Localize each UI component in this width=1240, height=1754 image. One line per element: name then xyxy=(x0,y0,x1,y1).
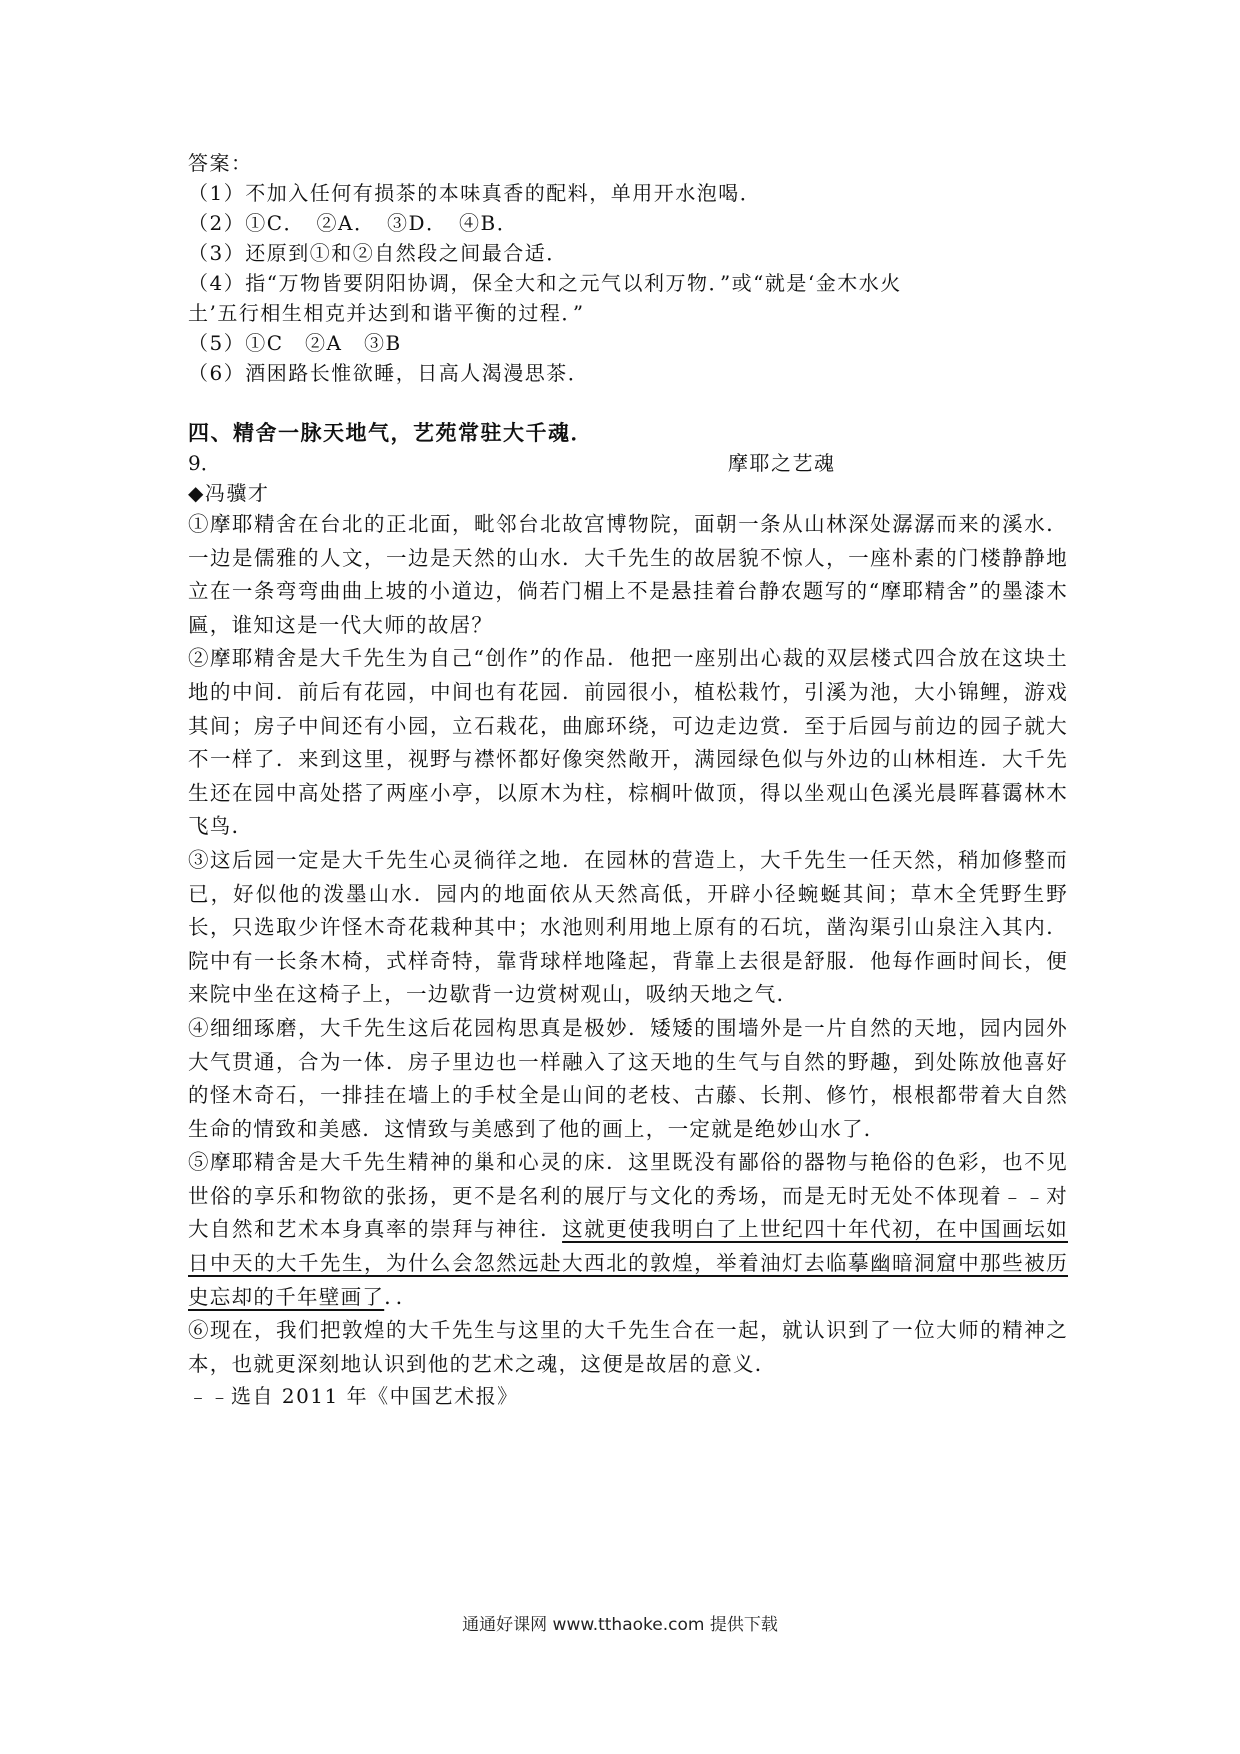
paragraph-3: ③这后园一定是大千先生心灵徜徉之地．在园林的营造上，大千先生一任天然，稍加修整而已，好似他的泼墨山水．园内的地面依从天然高低，开辟小径蜿蜒其间；草木全凭野生野长，只选取少许怪木奇花栽种其中；水池则利用地上原有的石坑，凿沟渠引山泉注入其内．院中有一长条木椅，式样奇特，靠背球样地隆起，背靠上去很是舒服．他每作画时间长，便来院中坐在这椅子上，一边歇背一边赏树观山，吸纳天地之气． xyxy=(188,847,1068,1007)
paragraph-6: ⑥现在，我们把敦煌的大千先生与这里的大千先生合在一起，就认识到了一位大师的精神之本，也就更深刻地认识到他的艺术之魂，这便是故居的意义． xyxy=(188,1318,1068,1376)
question-number: 9． xyxy=(188,451,221,475)
answer-item-2: （2）①C． ②A． ③D． ④B． xyxy=(188,211,519,235)
paragraph-5-end: ．． xyxy=(384,1284,418,1309)
answer-item-4: （4）指“万物皆要阴阳协调，保全大和之元气以利万物．”或“就是‘金木水火 xyxy=(188,271,902,295)
paragraph-4: ④细细琢磨，大千先生这后花园构思真是极妙．矮矮的围墙外是一片自然的天地，园内园外大气贯通，合为一体．房子里边也一样融入了这天地的生气与自然的野趣，到处陈放他喜好的怪木奇石，一排挂在墙上的手杖全是山间的老枝、古藤、长荆、修竹，根根都带着大自然生命的情致和美感．这情致与美感到了他的画上，一定就是绝妙山水了． xyxy=(188,1015,1068,1141)
question-header xyxy=(188,448,1068,478)
document-body xyxy=(188,148,1068,1411)
underlined-sentence: 这就更使我明白了上世纪四十年代初，在中国画坛如日中天的大千先生，为什么会忽然远赴大西北的敦煌，举着油灯去临摹幽暗洞窟中那些被历史忘却的千年壁画了 xyxy=(188,1217,1068,1309)
article-source: ﹣﹣选自 2011 年《中国艺术报》 xyxy=(188,1384,519,1409)
article-title: 摩耶之艺魂 xyxy=(728,451,836,475)
section-title: 四、精舍一脉天地气，艺苑常驻大千魂． xyxy=(188,420,593,445)
answer-item-6: （6）酒困路长惟欲睡，日高人渴漫思茶． xyxy=(188,361,590,385)
answer-item-1: （1）不加入任何有损茶的本味真香的配料，单用开水泡喝． xyxy=(188,181,762,205)
paragraph-2: ②摩耶精舍是大千先生为自己“创作”的作品．他把一座别出心裁的双层楼式四合放在这块土地的中间．前后有花园，中间也有花园．前园很小，植松栽竹，引溪为池，大小锦鲤，游戏其间；房子中间还有小园，立石栽花，曲廊环绕，可边走边赏．至于后园与前边的园子就大不一样了．来到这里，视野与襟怀都好像突然敞开，满园绿色似与外边的山林相连．大千先生还在园中高处搭了两座小亭，以原木为柱，棕榈叶做顶，得以坐观山色溪光晨晖暮霭林木飞鸟． xyxy=(188,646,1068,839)
answer-item-5: （5）①C ②A ③B xyxy=(188,331,402,355)
answer-item-3: （3）还原到①和②自然段之间最合适． xyxy=(188,241,568,265)
article-author: ◆冯骥才 xyxy=(188,481,270,505)
paragraph-5 xyxy=(188,1146,1068,1314)
footer-watermark: 通通好课网 www.tthaoke.com 提供下载 xyxy=(462,1615,778,1635)
answer-item-4-cont: 土’五行相生相克并达到和谐平衡的过程．” xyxy=(188,301,585,325)
paragraph-5-text: ⑤摩耶精舍是大千先生精神的巢和心灵的床．这里既没有鄙俗的器物与艳俗的色彩，也不见世俗的享乐和物欲的张扬，更不是名利的展厅与文化的秀场，而是无时无处不体现着﹣﹣对大自然和艺术本身真率的崇拜与神往． xyxy=(188,1150,1068,1242)
answer-label: 答案： xyxy=(188,151,253,175)
answer-block xyxy=(188,148,1068,388)
paragraph-1: ①摩耶精舍在台北的正北面，毗邻台北故宫博物院，面朝一条从山林深处潺潺而来的溪水．一边是儒雅的人文，一边是天然的山水．大千先生的故居貌不惊人，一座朴素的门楼静静地立在一条弯弯曲曲上坡的小道边，倘若门楣上不是悬挂着台静农题写的“摩耶精舍”的墨漆木匾，谁知这是一代大师的故居？ xyxy=(188,512,1068,637)
